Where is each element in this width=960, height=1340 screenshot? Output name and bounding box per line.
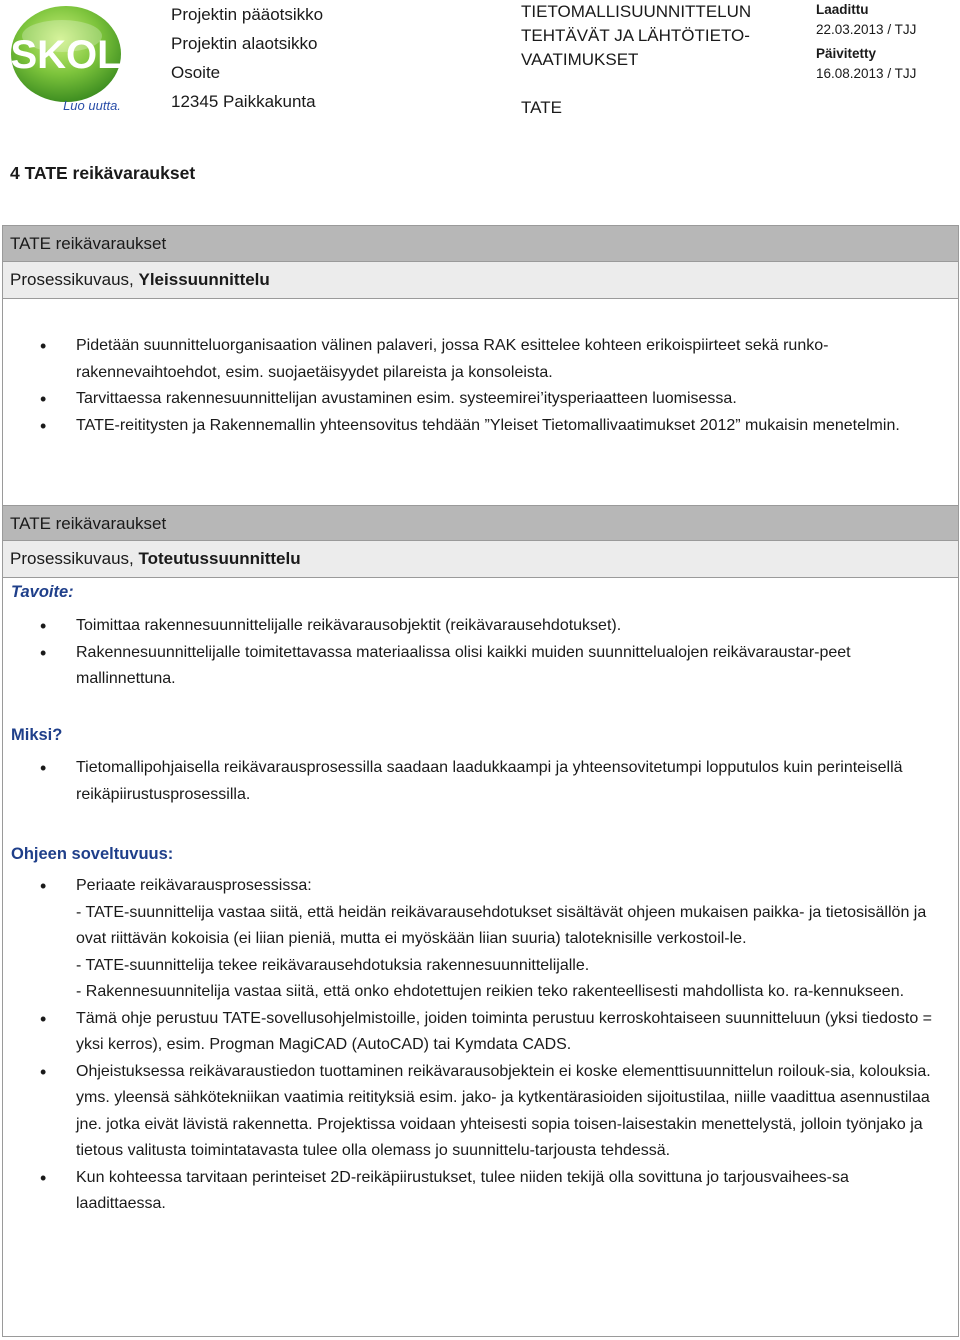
list-item: • Periaate reikävarausprosessissa: - TATE-suunnittelija vastaa siitä, että heidän reikävarausehdotukset sisältävät ohjeen mukaisen paikka- ja tietosisällön ja ovat riittävän kokoisia (ei liian pieniä, mutta ei myöskään liian suuria) taloteknisille verkostoil-le. - TATE-suunnittelija tekee reikävarausehdotuksia rakennesuunnittelijalle. - Rakennesuunnitelija vastaa siitä, että onko ehdotettujen reikien teko rakenteellisesti mahdollista ko. ra-kennukseen. — [3, 873, 958, 1006]
list-item: • TATE-reititysten ja Rakennemallin yhteensovitus tehdään ”Yleiset Tietomallivaatimukset 2012” mukaisin menetelmin. — [3, 413, 958, 440]
list-item: • Toimittaa rakennesuunnittelijalle reikävarausobjektit (reikävarausehdotukset). — [3, 613, 958, 640]
block1-subtitle-bold: Yleissuunnittelu — [138, 270, 270, 289]
project-main-title: Projektin pääotsikko — [171, 5, 324, 24]
svg-text:Luo uutta.: Luo uutta. — [63, 98, 121, 113]
project-sub-title: Projektin alaotsikko — [171, 34, 318, 53]
list-item: • Kun kohteessa tarvitaan perinteiset 2D-reikäpiirustukset, tulee niiden tekijä olla sovittuna jo tarjousvaihees-sa laadittaessa. — [3, 1165, 958, 1218]
updated-label: Päivitetty — [816, 46, 877, 61]
doc-title-line2: TEHTÄVÄT JA LÄHTÖTIETO- — [521, 26, 750, 45]
block1-title: TATE reikävaraukset — [3, 226, 958, 262]
document-dates — [816, 0, 916, 83]
list-item: • Pidetään suunnitteluorganisaation välinen palaveri, jossa RAK esittelee kohteen erikoispiirteet sekä runko-rakennevaihtoehdot, esim. suojaetäisyydet pilareista ja konsoleista. — [3, 333, 958, 386]
document-title — [521, 0, 751, 120]
project-info — [171, 0, 323, 116]
block2-subtitle — [3, 541, 958, 578]
skol-logo — [10, 4, 130, 116]
doc-discipline: TATE — [521, 98, 562, 117]
goal-bullets — [3, 613, 958, 693]
svg-text:SKOL: SKOL — [10, 33, 122, 77]
content-frame — [2, 225, 959, 1337]
updated-value: 16.08.2013 / TJJ — [816, 65, 917, 81]
section-title: 4 TATE reikävaraukset — [10, 163, 196, 183]
block2-title: TATE reikävaraukset — [3, 505, 958, 541]
block2-subtitle-bold: Toteutussuunnittelu — [138, 549, 301, 568]
block1-subtitle-prefix: Prosessikuvaus, — [10, 270, 139, 289]
goal-label: Tavoite: — [11, 583, 74, 601]
block1-bullets — [3, 333, 958, 439]
why-label: Miksi? — [11, 726, 63, 744]
why-bullets — [3, 755, 958, 808]
address: Osoite — [171, 63, 221, 82]
list-item: • Tarvittaessa rakennesuunnittelijan avustaminen esim. systeemirei’itysperiaatteen luomisessa. — [3, 386, 958, 413]
doc-title-line1: TIETOMALLISUUNNITTELUN — [521, 2, 752, 21]
block1-subtitle — [3, 262, 958, 299]
list-item: • Ohjeistuksessa reikävaraustiedon tuottaminen reikävarausobjektein ei koske elementtisuunnittelun roilouk-sia, kolouksia. yms. yleensä sähkötekniikan vaatimia reitityksiä esim. jako- ja kytkentärasioiden sijoitustilaa, niille vaadittua asennustilaa jne. jotka eivät lävistä rakennetta. Projektissa voidaan yhteisesti sopia toisen-laisestakin menettelystä, jolloin työnjako ja tietous valitusta toimintatavasta tulee olla olemass jo suunnittelu-tarjousta tehdessä. — [3, 1059, 958, 1165]
created-label: Laadittu — [816, 2, 869, 17]
scope-bullets — [3, 873, 958, 1218]
block2-subtitle-prefix: Prosessikuvaus, — [10, 549, 139, 568]
city: 12345 Paikkakunta — [171, 92, 316, 111]
doc-title-line3: VAATIMUKSET — [521, 50, 639, 69]
created-value: 22.03.2013 / TJJ — [816, 21, 917, 37]
list-item: • Rakennesuunnittelijalle toimitettavassa materiaalissa olisi kaikki muiden suunnittelualojen reikävaraustar-peet mallinnettuna. — [3, 640, 958, 693]
document-header — [0, 0, 960, 130]
list-item: • Tämä ohje perustuu TATE-sovellusohjelmistoille, joiden toiminta perustuu kerroskohtaiseen suunnitteluun (yksi tiedosto = yksi kerros), esim. Progman MagiCAD (AutoCAD) tai Kymdata CADS. — [3, 1006, 958, 1059]
list-item: • Tietomallipohjaisella reikävarausprosessilla saadaan laadukkaampi ja yhteensovitetumpi lopputulos kuin perinteisellä reikäpiirustusprosessilla. — [3, 755, 958, 808]
scope-label: Ohjeen soveltuvuus: — [11, 845, 174, 863]
